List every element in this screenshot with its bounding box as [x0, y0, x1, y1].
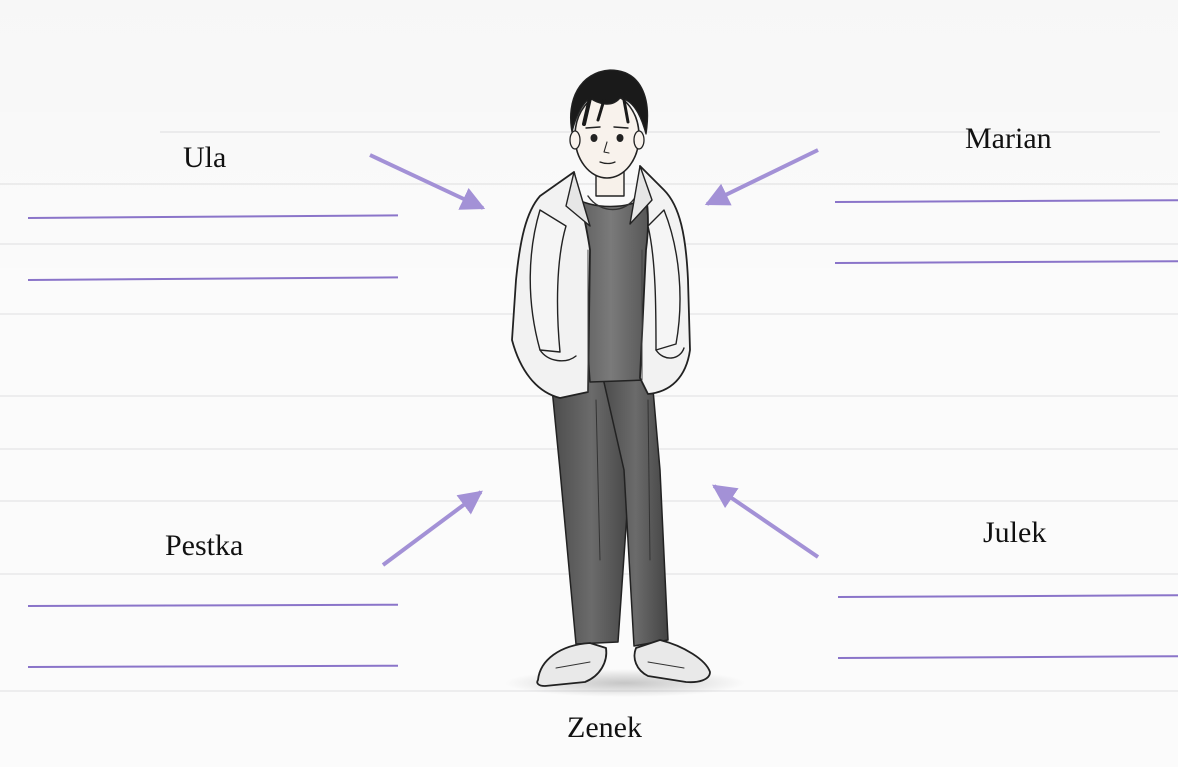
label-pestka: Pestka [165, 529, 244, 562]
label-zenek: Zenek [567, 711, 642, 744]
label-ula: Ula [183, 141, 227, 174]
label-julek: Julek [983, 516, 1047, 549]
arrow-ula [370, 155, 483, 208]
label-marian: Marian [965, 122, 1052, 155]
arrow-julek [714, 486, 818, 557]
boy-illustration [505, 70, 745, 697]
arrow-marian [707, 150, 818, 204]
arrow-pestka [383, 492, 481, 565]
